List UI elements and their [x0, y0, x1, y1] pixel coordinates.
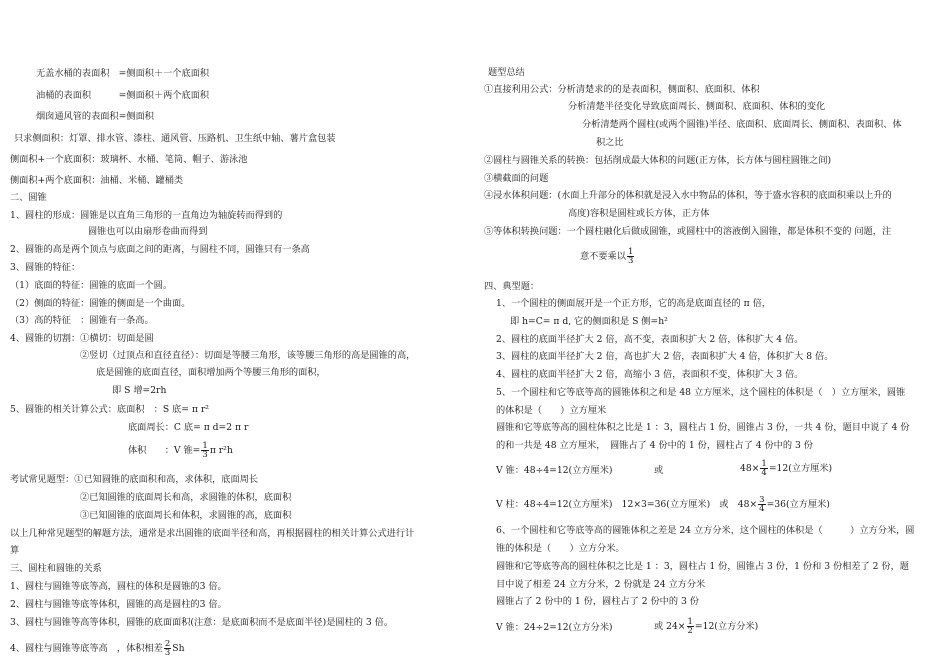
- fraction-one-third: $\frac{1}{3}$: [202, 441, 208, 460]
- section-heading: 三、圆柱和圆锥的关系: [10, 563, 102, 574]
- text-line: 的体积是（ ）立方厘米: [496, 405, 607, 416]
- text-line: 1、圆柱的形成：圆锥是以直角三角形的一直角边为轴旋转而得到的: [10, 210, 283, 221]
- text-line: 积之比: [596, 137, 624, 148]
- fraction-one-quarter: $\frac{1}{4}$: [761, 459, 767, 478]
- fraction-one-third: $\frac{1}{3}$: [627, 247, 634, 266]
- text-line: 锥的体积是（ ）立方分米。: [496, 543, 625, 554]
- text-line: 侧面积+一个底面积：玻璃杯、水桶、笔筒、帽子、游泳池: [10, 154, 248, 165]
- volume-label: 体积 ：V 锥=: [128, 445, 201, 456]
- section-heading: 二、圆锥: [10, 192, 47, 203]
- text-line: 分析清楚半径变化导致底面周长、侧面积、底面积、体积的变化: [568, 101, 826, 112]
- text-line: ④浸水体积问题：(水面上升部分的体积就是浸入水中物品的体积，等于盛水容积的底面积乘以上升的: [484, 190, 892, 201]
- formula-line: [128, 442, 233, 459]
- text-line: 4、圆锥的切割：①横切：切面是圆: [10, 333, 154, 344]
- text-line: ②圆柱与圆锥关系的转换：包括削成最大体积的问题(正方体，长方体与圆柱圆锥之间): [484, 155, 832, 166]
- section-heading: 四、典型题：: [484, 281, 540, 292]
- text-line: 4、圆柱与圆锥等底等高 ，体积相差 $\frac{2}{3}$ Sh: [10, 639, 185, 658]
- fraction-three-quarters: $\frac{3}{4}$: [759, 495, 765, 514]
- fraction-one-half: $\frac{1}{2}$: [687, 617, 693, 636]
- text-line: 高度)容积是圆柱或长方体，正方体: [568, 208, 710, 219]
- text-line: 圆锥也可以由扇形卷曲而得到: [88, 226, 208, 237]
- text-line: （1）底面的特征：圆锥的底面一个圆。: [10, 280, 173, 291]
- text-line: 以上几种常见题型的解题方法，通常是求出圆锥的底面半径和高，再根据圆柱的相关计算公式进行计: [10, 528, 415, 539]
- text-line: 3、圆柱与圆锥等高等体积，圆锥的底面面积(注意：是底面积而不是底面半径)是圆柱的 3 倍。: [10, 617, 394, 628]
- text-line: 2、圆锥的高是两个顶点与底面之间的距离，与圆柱不同，圆锥只有一条高: [10, 244, 310, 255]
- text-line: 烟囱通风管的表面积=侧面积: [36, 111, 154, 122]
- text-line: ⑤等体积转换问题：一个圆柱融化后做成圆锥，或圆柱中的溶液倒入圆锥，都是体积不变的 问题，注: [484, 226, 892, 237]
- formula-line: 5、圆锥的相关计算公式：底面积 ：S 底= π r²: [10, 404, 209, 415]
- text-line: 算: [10, 545, 20, 556]
- text-line: 5、一个圆柱和它等底等高的圆锥体积之和是 48 立方厘米，这个圆柱的体积是（ ）立方厘米，圆锥: [496, 387, 906, 398]
- text-line: ②竖切（过顶点和直径直径）：切面是等腰三角形，该等腰三角形的高是圆锥的高，: [80, 350, 416, 361]
- volume-formula: π r²h: [209, 445, 233, 456]
- formula-line: 或 24× $\frac{1}{2}$ =12(立方分米): [654, 617, 759, 636]
- text-line: 圆锥占了 2 份中的 1 份，圆柱占了 2 份中的 3 份: [496, 596, 699, 607]
- text-line: 2、圆柱的底面半径扩大 2 倍，高不变，表面积扩大 2 倍，体积扩大 4 倍。: [496, 334, 804, 345]
- text-line: （2）侧面的特征：圆锥的侧面是一个曲面。: [10, 298, 191, 309]
- text-line: 2、圆柱与圆锥等底等体积，圆锥的高是圆柱的3 倍。: [10, 599, 227, 610]
- text-line: ②已知圆锥的底面周长和高，求圆锥的体积，底面积: [80, 492, 292, 503]
- formula-line: V 锥：48÷4=12(立方厘米): [496, 465, 613, 476]
- text-line: 6、一个圆柱和它等底等高的圆锥体积之差是 24 立方分米，这个圆柱的体积是（ ）立方分米，圆: [496, 525, 915, 536]
- text-line: 3、圆柱的底面半径扩大 2 倍，高也扩大 2 倍，表面积扩大 4 倍，体积扩大 8 倍。: [496, 351, 834, 362]
- text-line: 油桶的表面积 =侧面积＋两个底面积: [36, 90, 210, 101]
- formula-line: 48× $\frac{1}{4}$ =12(立方厘米): [740, 459, 833, 478]
- text-line: 侧面积+两个底面积：油桶、米桶、罐桶类: [10, 175, 184, 186]
- text-line: 目中说了相差 24 立方分米，2 份就是 24 立方分米: [496, 579, 706, 590]
- text-line: 底是圆锥的底面直径，面积增加两个等腰三角形的面积，: [96, 367, 326, 378]
- section-heading: 题型总结: [488, 67, 525, 78]
- text-line: 1、一个圆柱的侧面展开是一个正方形，它的高是底面直径的 π 倍，: [496, 298, 771, 309]
- text-line: 考试常见题型：①已知圆锥的底面积和高，求体积，底面周长: [10, 474, 259, 485]
- text-line: 只求侧面积：灯罩、排水管、漆柱、通风管、压路机、卫生纸中轴、薯片盒包装: [14, 133, 336, 144]
- text-line: 4、圆柱的底面半径扩大 2 倍，高缩小 3 倍，表面积不变，体积扩大 3 倍。: [496, 369, 804, 380]
- text-line: ③横截面的问题: [484, 173, 549, 184]
- text-line: ③已知圆锥的底面周长和体积，求圆锥的高，底面积: [80, 510, 292, 521]
- text-line: （3）高的特征 ：圆锥有一条高。: [10, 315, 154, 326]
- text-line: ①直接利用公式：分析清楚求的的是表面积，侧面积、底面积、体积: [484, 84, 760, 95]
- formula-line: 即 S 增=2rh: [112, 385, 167, 396]
- text-line: 圆锥和它等底等高的圆柱体积之比是 1 ：3，圆柱占 1 份，圆锥占 3 份，1 份和 3 份相差了 2 份，题: [496, 561, 909, 572]
- text-line: 1、圆柱与圆锥等底等高，圆柱的体积是圆锥的3 倍。: [10, 581, 227, 592]
- text-line: 的和一共是 48 立方厘米， 圆锥占了 4 份中的 1 份，圆柱占了 4 份中的 3 份: [496, 440, 813, 451]
- text-line: 分析清楚两个圆柱(或两个圆锥)半径、底面积、底面周长、侧面积、表面积、体: [582, 119, 902, 130]
- text-line: 圆锥和它等底等高的圆柱体积之比是 1 ：3，圆柱占 1 份，圆锥占 3 份，一共 4 份，题目中说了 4 份: [496, 422, 910, 433]
- formula-line: V 柱：48÷4=12(立方厘米) 12×3=36(立方厘米) 或 48× $\frac{3}{4}$ =36(立方厘米): [496, 495, 830, 514]
- text-line: 3、圆锥的特征：: [10, 262, 81, 273]
- formula-line: V 锥：24÷2=12(立方分米): [496, 622, 613, 633]
- formula-line: 底面周长：C 底= π d=2 π r: [128, 422, 249, 433]
- text-line: 意不要乘以 $\frac{1}{3}$: [580, 247, 634, 266]
- text-line: 无盖水桶的表面积 =侧面积＋一个底面积: [36, 68, 210, 79]
- formula-line: 或: [654, 465, 664, 476]
- formula-line: 即 h=C= π d, 它的侧面积是 S 侧=h²: [510, 316, 668, 327]
- fraction-two-thirds: $\frac{2}{3}$: [164, 639, 171, 658]
